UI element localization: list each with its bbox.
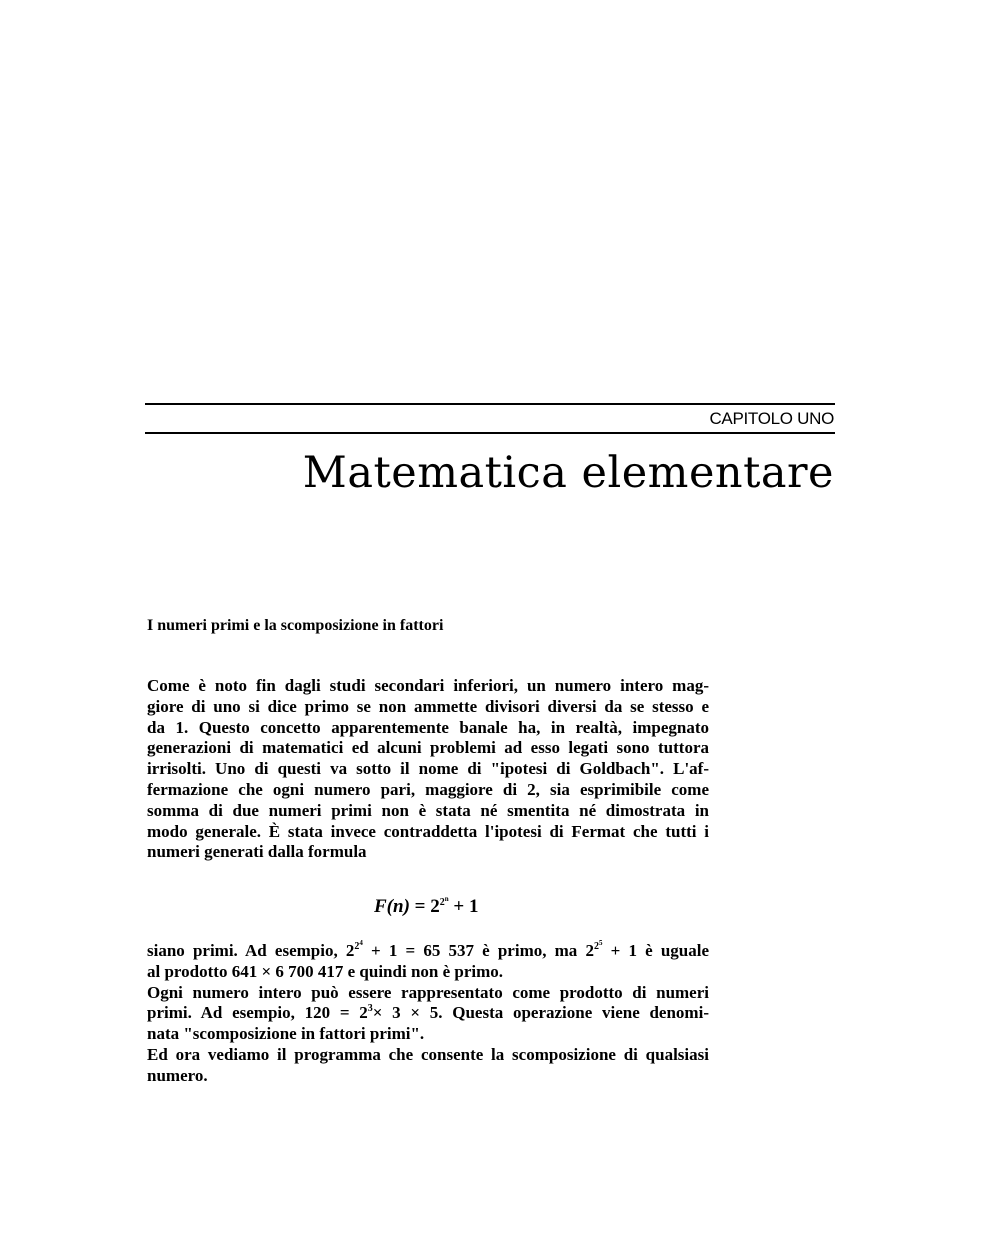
- paragraph-examples: [147, 941, 709, 1087]
- formula-exp-base: 2: [439, 897, 445, 908]
- formula-exp-var: n: [444, 895, 449, 903]
- paragraph-line: giore di uno si dice primo se non ammette divisori diversi da se stesso e: [147, 696, 709, 716]
- exponent-base: 2: [593, 941, 599, 952]
- paragraph-line: al prodotto 641 × 6 700 417 e quindi non è primo.: [147, 961, 504, 981]
- text-run: primi. Ad esempio, 120 = 2: [147, 1003, 368, 1023]
- formula-tail: + 1: [453, 896, 479, 917]
- paragraph-line: numeri generati dalla formula: [147, 842, 367, 862]
- chapter-label: CAPITOLO UNO: [709, 409, 834, 428]
- paragraph-line: da 1. Questo concetto apparentemente banale ha, in realtà, impegnato: [147, 717, 709, 737]
- paragraph-line: Come è noto fin dagli studi secondari inferiori, un numero intero mag-: [147, 676, 709, 695]
- paragraph-line: generazioni di matematici ed alcuni problemi ad esso legati sono tuttora: [147, 738, 709, 758]
- exponent-base: 2: [354, 941, 360, 952]
- header-top-rule: [145, 403, 835, 405]
- paragraph-line: fermazione che ogni numero pari, maggiore di 2, sia esprimibile come: [147, 779, 709, 799]
- exponent-sup: 3: [367, 1003, 373, 1015]
- text-run: siano primi. Ad esempio, 2: [147, 941, 355, 960]
- chapter-title: Matematica elementare: [302, 448, 834, 498]
- formula-base: 2: [430, 896, 440, 917]
- section-heading: I numeri primi e la scomposizione in fattori: [147, 617, 444, 634]
- paragraph-line: [147, 941, 709, 962]
- paragraph-line: modo generale. È stata invece contraddetta l'ipotesi di Fermat che tutti i: [147, 821, 709, 841]
- paragraph-line: irrisolti. Uno di questi va sotto il nome di "ipotesi di Goldbach". L'af-: [147, 759, 709, 779]
- fermat-formula: [374, 896, 478, 918]
- paragraph-line: numero.: [147, 1065, 208, 1085]
- text-run: + 1 = 65 537 è primo, ma 2: [362, 941, 594, 960]
- paragraph-line: nata "scomposizione in fattori primi".: [147, 1024, 425, 1044]
- header-bottom-rule: [145, 432, 835, 434]
- formula-equals: =: [414, 896, 426, 917]
- paragraph-line: Ogni numero intero può essere rappresentato come prodotto di numeri: [147, 982, 709, 1002]
- paragraph-intro: [147, 676, 709, 863]
- exponent-sup: 5: [598, 939, 603, 947]
- text-run: + 1 è uguale: [602, 941, 709, 960]
- paragraph-line: Ed ora vediamo il programma che consente la scomposizione di qualsiasi: [147, 1044, 709, 1064]
- paragraph-line: somma di due numeri primi non è stata né smentita né dimostrata in: [147, 800, 709, 820]
- paragraph-line: [147, 1003, 709, 1024]
- text-run: × 3 × 5. Questa operazione viene denomi-: [372, 1003, 709, 1023]
- exponent-sup: 4: [359, 939, 363, 947]
- formula-lhs: F(n): [374, 896, 410, 917]
